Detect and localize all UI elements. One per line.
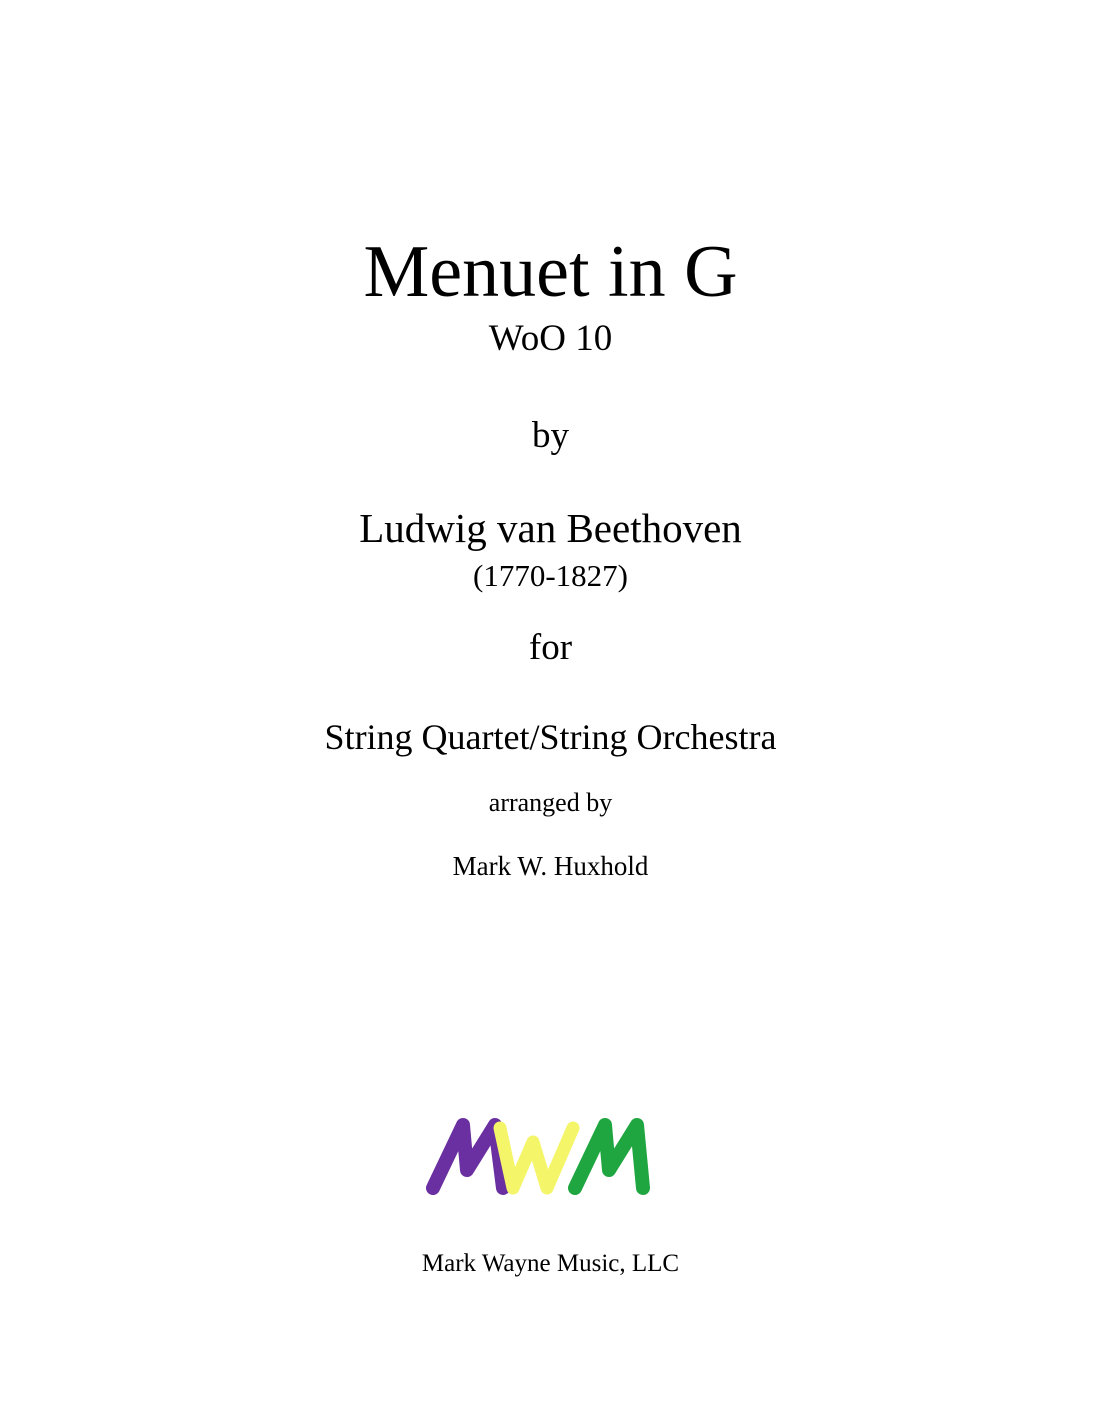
publisher-name: Mark Wayne Music, LLC	[421, 1250, 680, 1277]
arranger-name: Mark W. Huxhold	[452, 851, 649, 881]
mwm-logo	[415, 1110, 680, 1200]
arranged-by-label: arranged by	[488, 788, 613, 817]
composer-dates: (1770-1827)	[473, 558, 628, 593]
catalog-number: WoO 10	[488, 318, 613, 359]
by-label: by	[532, 415, 569, 456]
instrumentation: String Quartet/String Orchestra	[324, 717, 777, 757]
logo-w-yellow	[500, 1128, 573, 1188]
logo-m-green	[575, 1125, 643, 1188]
logo-m-purple	[433, 1125, 503, 1188]
piece-title: Menuet in G	[363, 231, 738, 313]
composer-name: Ludwig van Beethoven	[359, 505, 742, 551]
for-label: for	[528, 627, 573, 668]
